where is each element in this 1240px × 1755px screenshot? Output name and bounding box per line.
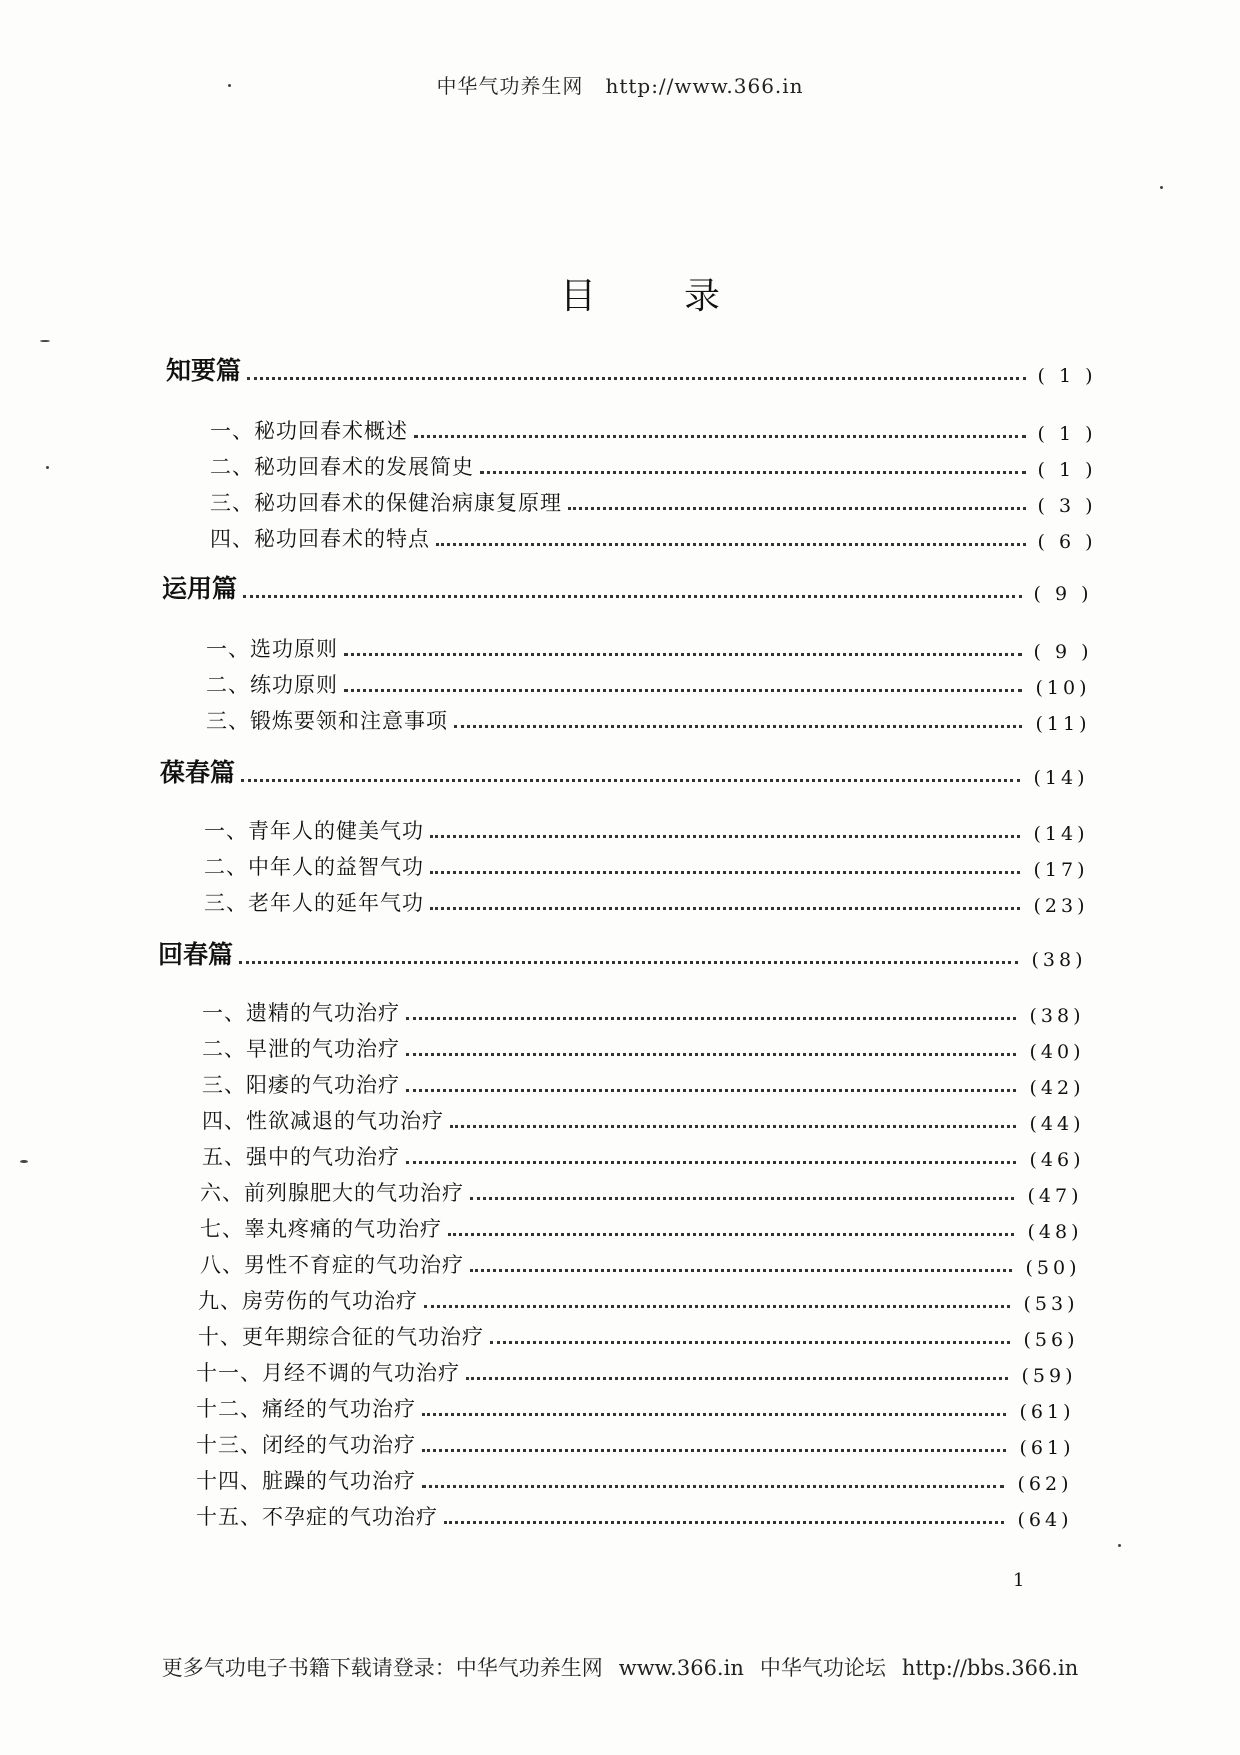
toc-page-number: (59) (1021, 1365, 1077, 1387)
toc-page-number: (10) (1035, 677, 1091, 699)
toc-item[interactable] (196, 1499, 1080, 1531)
toc-item-label: 二、早泄的气功治疗 (202, 1037, 400, 1061)
dot-leader (422, 1449, 1006, 1452)
dot-leader (424, 1305, 1010, 1308)
toc-item[interactable] (206, 667, 1098, 699)
toc-page-number: ( 1 ) (1037, 365, 1097, 387)
dot-leader (450, 1125, 1016, 1128)
footer-forum-name: 中华气功论坛 (759, 1656, 886, 1680)
toc-item-label: 十二、痛经的气功治疗 (196, 1397, 416, 1421)
toc-page-number: (44) (1029, 1113, 1085, 1135)
dot-leader (406, 1017, 1016, 1020)
toc-item[interactable] (196, 1391, 1082, 1423)
toc-item[interactable] (210, 449, 1102, 481)
toc-item-label: 一、青年人的健美气功 (204, 819, 424, 843)
toc-item[interactable] (200, 1247, 1088, 1279)
toc-item[interactable] (196, 1355, 1084, 1387)
toc-item-label: 九、房劳伤的气功治疗 (198, 1289, 418, 1313)
toc-item[interactable] (198, 1283, 1086, 1315)
scan-speck (20, 1160, 28, 1163)
toc-page-number: ( 3 ) (1037, 495, 1097, 517)
toc-page-number: (61) (1019, 1437, 1075, 1459)
toc-item-label: 一、遗精的气功治疗 (202, 1001, 400, 1025)
toc-item[interactable] (202, 1031, 1092, 1063)
toc-page-number: (50) (1025, 1257, 1081, 1279)
toc-item-label: 一、秘功回春术概述 (210, 419, 408, 443)
toc-section[interactable] (158, 939, 1094, 971)
toc-item[interactable] (206, 631, 1098, 663)
toc-item-label: 一、选功原则 (206, 637, 338, 661)
toc-item-label: 三、阳痿的气功治疗 (202, 1073, 400, 1097)
toc-item[interactable] (200, 1175, 1090, 1207)
toc-item-label: 二、练功原则 (206, 673, 338, 697)
dot-leader (344, 653, 1022, 656)
toc-item-label: 二、中年人的益智气功 (204, 855, 424, 879)
toc-page-number: (42) (1029, 1077, 1085, 1099)
toc-page-number: (46) (1029, 1149, 1085, 1171)
toc-item-label: 三、锻炼要领和注意事项 (206, 709, 448, 733)
toc-item[interactable] (202, 1139, 1092, 1171)
dot-leader (241, 779, 1020, 782)
dot-leader (406, 1089, 1016, 1092)
page-header (0, 70, 1240, 99)
scan-speck (46, 466, 49, 469)
toc-page-number: (62) (1017, 1473, 1073, 1495)
toc-item-label: 十、更年期综合征的气功治疗 (198, 1325, 484, 1349)
dot-leader (406, 1053, 1016, 1056)
toc-page-number: ( 1 ) (1037, 423, 1097, 445)
scan-speck (1118, 1544, 1121, 1547)
title-char-2: 录 (683, 276, 720, 317)
toc-item-label: 五、强中的气功治疗 (202, 1145, 400, 1169)
toc-item[interactable] (202, 995, 1092, 1027)
toc-page-number: (14) (1033, 823, 1089, 845)
dot-leader (490, 1341, 1010, 1344)
dot-leader (422, 1413, 1006, 1416)
toc-page-number: (56) (1023, 1329, 1079, 1351)
toc-item[interactable] (198, 1319, 1086, 1351)
toc-item-label: 十四、脏躁的气功治疗 (196, 1469, 416, 1493)
toc-section[interactable] (166, 355, 1102, 387)
toc-page-number: (40) (1029, 1041, 1085, 1063)
toc-item-label: 四、性欲减退的气功治疗 (202, 1109, 444, 1133)
toc-page-number: (14) (1033, 767, 1089, 789)
toc-item-label: 八、男性不育症的气功治疗 (200, 1253, 464, 1277)
dot-leader (448, 1233, 1014, 1236)
toc-item-label: 四、秘功回春术的特点 (210, 527, 430, 551)
toc-page-number: (48) (1027, 1221, 1083, 1243)
toc-section[interactable] (162, 573, 1098, 605)
dot-leader (406, 1161, 1016, 1164)
toc-item[interactable] (202, 1067, 1092, 1099)
toc-page-number: ( 1 ) (1037, 459, 1097, 481)
toc-item[interactable] (210, 521, 1102, 553)
toc-item[interactable] (204, 849, 1096, 881)
footer-prompt: 更多气功电子书籍下载请登录：中华气功养生网 (161, 1656, 603, 1680)
dot-leader (243, 595, 1022, 598)
dot-leader (344, 689, 1022, 692)
toc-page-number: ( 9 ) (1033, 641, 1093, 663)
toc-item-label: 七、睾丸疼痛的气功治疗 (200, 1217, 442, 1241)
footer-site-url[interactable]: www.366.in (618, 1656, 744, 1680)
page-title (560, 268, 720, 319)
dot-leader (422, 1485, 1004, 1488)
dot-leader (239, 961, 1018, 964)
toc-item[interactable] (206, 703, 1098, 735)
dot-leader (430, 835, 1020, 838)
toc-section[interactable] (160, 757, 1096, 789)
toc-page-number: (38) (1031, 949, 1087, 971)
toc-page-number: (23) (1033, 895, 1089, 917)
scan-speck (40, 340, 50, 342)
toc-page-number: (61) (1019, 1401, 1075, 1423)
dot-leader (480, 471, 1026, 474)
toc-page-number: (64) (1017, 1509, 1073, 1531)
toc-item[interactable] (196, 1463, 1080, 1495)
dot-leader (470, 1197, 1014, 1200)
page-footer (0, 1652, 1240, 1682)
dot-leader (436, 543, 1026, 546)
toc-item[interactable] (204, 885, 1096, 917)
toc-item-label: 三、老年人的延年气功 (204, 891, 424, 915)
toc-section-label: 运用篇 (162, 574, 238, 603)
toc-page-number: (17) (1033, 859, 1089, 881)
toc-item-label: 三、秘功回春术的保健治病康复原理 (210, 491, 562, 515)
dot-leader (444, 1521, 1004, 1524)
toc-item[interactable] (204, 813, 1096, 845)
scan-speck (1160, 186, 1163, 189)
toc-item[interactable] (200, 1211, 1090, 1243)
dot-leader (414, 435, 1026, 438)
toc-page-number: ( 6 ) (1037, 531, 1097, 553)
toc-page-number: (11) (1035, 713, 1091, 735)
header-site-name: 中华气功养生网 (436, 74, 584, 98)
toc-item-label: 十三、闭经的气功治疗 (196, 1433, 416, 1457)
toc-item-label: 十一、月经不调的气功治疗 (196, 1361, 460, 1385)
dot-leader (470, 1269, 1012, 1272)
toc-page-number: (38) (1029, 1005, 1085, 1027)
footer-forum-url[interactable]: http://bbs.366.in (901, 1656, 1079, 1680)
toc-section-label: 回春篇 (158, 940, 234, 969)
toc-section-label: 葆春篇 (160, 758, 236, 787)
dot-leader (430, 871, 1020, 874)
dot-leader (430, 907, 1020, 910)
toc-page-number: (53) (1023, 1293, 1079, 1315)
dot-leader (454, 725, 1022, 728)
page-number: 1 (1013, 1570, 1025, 1591)
dot-leader (568, 507, 1026, 510)
toc-item-label: 二、秘功回春术的发展简史 (210, 455, 474, 479)
title-char-1: 目 (560, 276, 597, 317)
toc-item[interactable] (202, 1103, 1092, 1135)
toc-item[interactable] (210, 485, 1102, 517)
toc-section-label: 知要篇 (166, 356, 242, 385)
dot-leader (247, 377, 1026, 380)
toc-item[interactable] (196, 1427, 1082, 1459)
toc-item-label: 十五、不孕症的气功治疗 (196, 1505, 438, 1529)
toc-item-label: 六、前列腺肥大的气功治疗 (200, 1181, 464, 1205)
dot-leader (466, 1377, 1008, 1380)
toc-item[interactable] (210, 413, 1102, 445)
header-site-url[interactable]: http://www.366.in (605, 74, 804, 98)
toc-page-number: ( 9 ) (1033, 583, 1093, 605)
toc-page-number: (47) (1027, 1185, 1083, 1207)
scan-speck (228, 84, 231, 87)
